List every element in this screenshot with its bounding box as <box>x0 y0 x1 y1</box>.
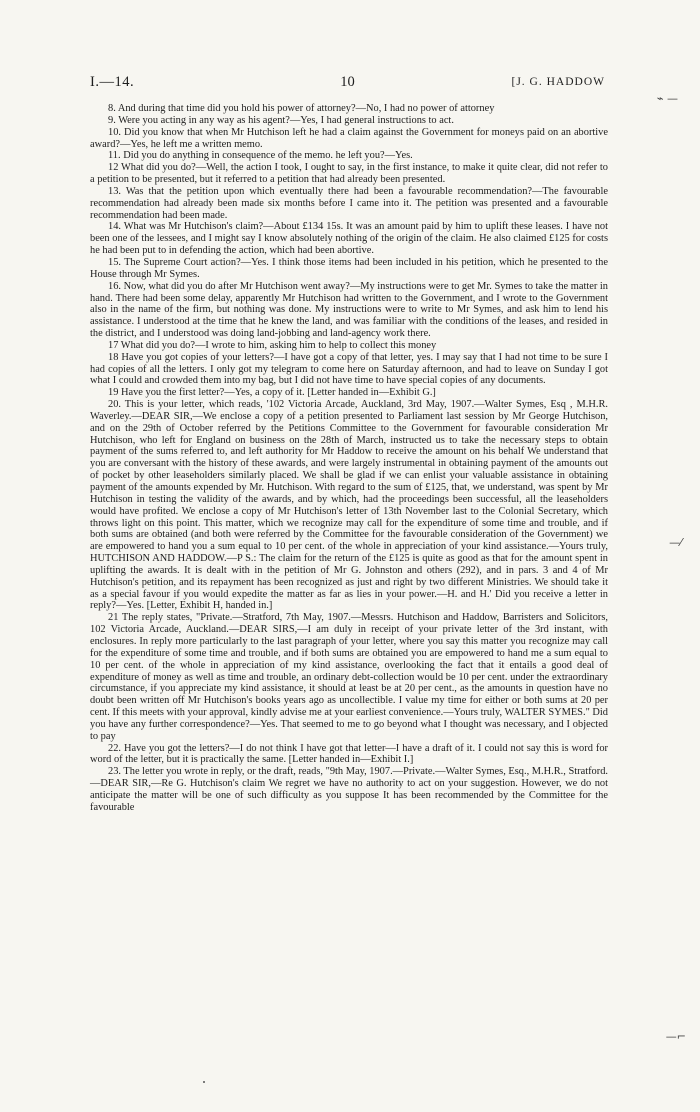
paper-reference: I.—14. <box>90 74 135 90</box>
paragraph: 15. The Supreme Court action?—Yes. I think those items had been included in his petition, which he presented to the House through Mr Symes. <box>90 256 608 280</box>
paragraph: 10. Did you know that when Mr Hutchison left he had a claim against the Government for moneys paid on an abortive award?—Yes, he left me a written memo. <box>90 126 608 150</box>
paragraph: 19 Have you the first letter?—Yes, a copy of it. [Letter handed in—Exhibit G.] <box>108 387 436 399</box>
ink-speck <box>203 1081 205 1083</box>
paragraph: 9. Were you acting in any way as his agent?—Yes, I had general instructions to act. <box>108 114 454 126</box>
page-number: 10 <box>340 74 355 90</box>
margin-mark: ⌁ — <box>656 92 678 105</box>
paragraph: 20. This is your letter, which reads, '102 Victoria Arcade, Auckland, 3rd May, 1907.—Walter Symes, Esq , M.H.R. Waverley.—DEAR SIR,—We enclose a copy of a petition presented to Parliament last session by Mr George Hutchison, and on the 29th of October referred by the Petitions Committee to the Government for favourable consideration Mr Hutchison, who left for England on business on the 28th of March, instructed us to take the necessary steps to obtain payment of the sums referred to, and left authority for Mr Haddow to receive the amount on his behalf We understand that you are conversant with the history of these awards, and were largely instrumental in obtaining payment of the amounts out of pocket by other leaseholders similarly placed. We shall be glad if we can enlist your valuable assistance in obtaining payment of the amounts expended by Mr. Hutchison. With regard to the sum of £125, that, we understand, was spent by Mr Hutchison in testing the validity of the awards, and by which, had the proceedings been successful, all the leaseholders would have profited. We enclose a copy of Mr Hutchison's letter of 13th November last to the Colonial Secretary, which throws light on this point. This matter, which we recognize may call for the expenditure of some time and trouble, and if both sums are obtained (and both were referred by the Committee for the favourable consideration of the Government) we are empowered to hand you a sum equal to 10 per cent. of the whole in appreciation of your kind assistance.—Yours truly, HUTCHISON AND HADDOW.—P S.: The claim for the return of the £125 is quite as good as that for the amount spent in uplifting the awards. It is dealt with in the petition of Mr G. Johnston and others (292), and in pars. 3 and 4 of Mr Hutchison's petition, and its repayment has been recognized as just and right by two different Ministries. We should take it as a special favour if you would expedite the matter as far as lies in your power.—H. and H.' Did you receive a letter in reply?—Yes. [Letter, Exhibit H, handed in.] <box>90 399 608 612</box>
paragraph: 18 Have you got copies of your letters?—I have got a copy of that letter, yes. I may say that I had not time to be sure I had copies of all the letters. I only got my telegram to come here on Saturday afternoon, and had to leave on Sunday I got what I could and crowded them into my bag, but I did not have time to have special copies of any documents. <box>90 351 608 387</box>
paragraph: 12 What did you do?—Well, the action I took, I ought to say, in the first instance, to make it quite clear, did not refer to a petition to be presented, but it referred to a petition that had already been presented. <box>90 162 608 186</box>
paragraph: 14. What was Mr Hutchison's claim?—About £134 15s. It was an amount paid by him to uplift these leases. I have not been one of the lessees, and I might say I know absolutely nothing of the origin of the claim. He also claimed £125 for costs he had been put to in defending the action, which had been abortive. <box>90 221 608 257</box>
witness-name: [J. G. HADDOW <box>511 76 605 88</box>
paragraph: 16. Now, what did you do after Mr Hutchison went away?—My instructions were to get Mr. Symes to take the matter in hand. There had been some delay, apparently Mr Hutchison had written to the Government, and I wrote to the Government also in the name of the firm, but nothing was done. My instructions were to write to Mr Symes, and ask him to lend his assistance. I understood at the time that he knew the land, and was familiar with the conditions of the leases, and resided in the district, and I understood was doing land-jobbing and land-agency work there. <box>90 280 608 340</box>
page-header <box>90 74 605 94</box>
paragraph: 21 The reply states, "Private.—Stratford, 7th May, 1907.—Messrs. Hutchison and Haddow, Barristers and Solicitors, 102 Victoria Arcade, Auckland.—DEAR SIRS,—I am duly in receipt of your private letter of the 3rd instant, with enclosures. In reply more particularly to the last paragraph of your letter, where you say this matter you recognize may call for the expenditure of some time and trouble, and if both sums are obtained you are empowered to hand me a sum equal to 10 per cent. of the whole in appreciation of my kind assistance, overlooking the fact that it entails a good deal of expenditure of money as well as time and trouble, an ordinary debt-collection would be 10 per cent. under the extraordinary circumstance, if you appreciate my kind assistance, it should at least be at 20 per cent., as the amounts in question have no doubt been written off Mr Hutchison's books years ago as uncollectible. I value my time for either or both sums at 20 per cent. If this meets with your approval, kindly advise me at your earliest convenience.—Yours truly, WALTER SYMES." Did you have any further correspondence?—Yes. That seemed to me to go beyond what I thought was necessary, and I objected to pay <box>90 612 608 742</box>
margin-mark: —⁄ <box>669 536 682 549</box>
paragraph: 23. The letter you wrote in reply, or the draft, reads, "9th May, 1907.—Private.—Walter Symes, Esq., M.H.R., Stratford.—DEAR SIR,—Re G. Hutchison's claim We regret we have no authority to act on your suggestion. However, we do not anticipate the matter will be one of such difficulty as you suppose It has been recommended by the Committee for the favourable <box>90 766 608 813</box>
paragraph: 17 What did you do?—I wrote to him, asking him to help to collect this money <box>108 339 437 351</box>
evidence-text <box>90 103 608 814</box>
paragraph: 22. Have you got the letters?—I do not think I have got that letter—I have a draft of it. I could not say this is word for word of the letter, but it is practically the same. [Letter handed in—Exhibit I.] <box>90 742 608 766</box>
margin-mark: —⌐ <box>665 1030 686 1043</box>
paragraph: 8. And during that time did you hold his power of attorney?—No, I had no power of attorney <box>108 103 495 114</box>
paragraph: 11. Did you do anything in consequence of the memo. he left you?—Yes. <box>108 150 413 162</box>
paragraph: 13. Was that the petition upon which eventually there had been a favourable recommendation?—The favourable recommendation had already been made six months before I came into it. The petition was presented and a favourable recommendation had been made. <box>90 185 608 221</box>
